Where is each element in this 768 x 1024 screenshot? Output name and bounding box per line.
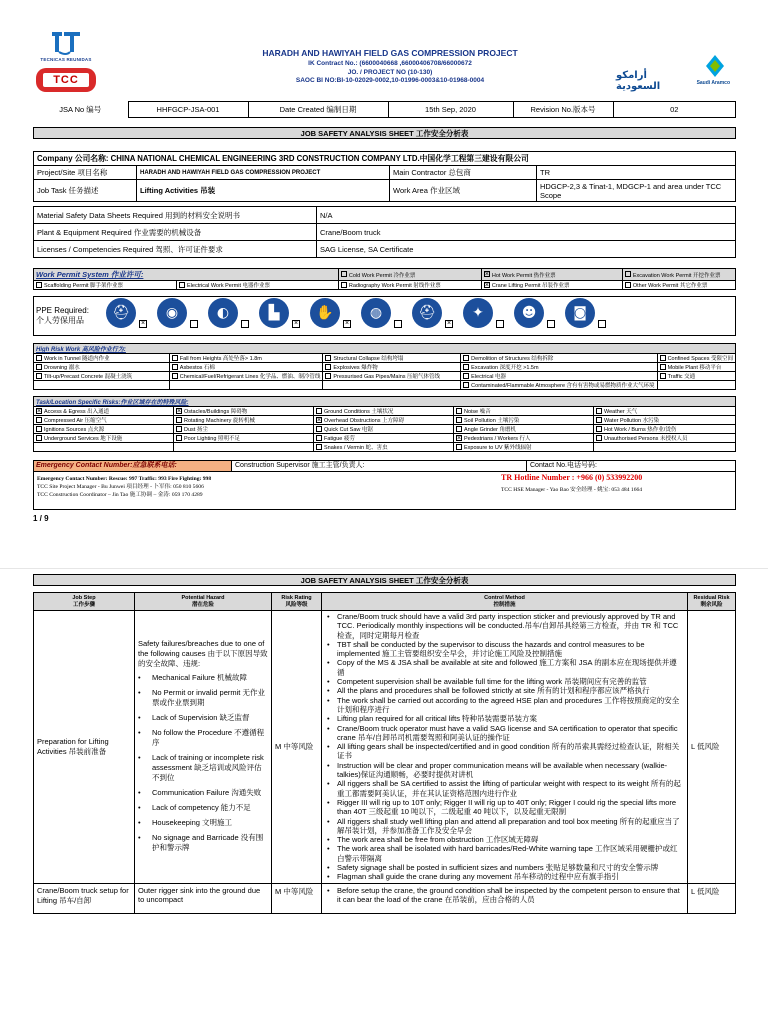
ppe-label bbox=[36, 306, 89, 326]
high-risk-item[interactable]: Contaminated/Flammable Atmosphere 含有有害物或易燃物质作业大气环境 bbox=[461, 381, 657, 390]
high-risk-item[interactable]: Asbestos 石棉 bbox=[169, 363, 323, 372]
hazard-intro: Safety failures/breaches due to one of the following causes 由于以下原因导致的安全故障、违规: bbox=[138, 639, 268, 668]
project-header bbox=[180, 48, 600, 86]
control-item: • Copy of the MS & JSA shall be available at site and followed 施工方案和 JSA 的副本应在现场提供并遵循 bbox=[325, 658, 684, 677]
work-area-value: HDGCP-2,3 & Tinat-1, MDGCP-1 and area under TCC Scope bbox=[537, 180, 736, 202]
work-permit-table bbox=[33, 268, 736, 290]
company-info-table bbox=[33, 151, 736, 202]
high-risk-checkbox[interactable] bbox=[660, 364, 666, 370]
control-item: • Instruction will be clear and proper communication means will be available when necessary (walkie-talkies)保证沟通顺畅，必要时提供对讲机 bbox=[325, 761, 684, 780]
task-risk-item[interactable]: Ground Conditions 土壤状况 bbox=[314, 407, 454, 416]
control-item: • TBT shall be conducted by the supervisor to discuss the hazards and control measures to be implemented 施工主管要组织安全早会，并讨论施工风险及控制措施 bbox=[325, 640, 684, 659]
saoc-bi-number: SAOC BI NO:BI-10-02029-0002,10-01996-0003&10-01968-0004 bbox=[295, 77, 485, 84]
hazard-cell: Outer rigger sink into the ground due to uncompact bbox=[135, 883, 272, 913]
ppe-item[interactable] bbox=[514, 298, 554, 332]
high-risk-item[interactable]: Demolition of Structures 结构拆除 bbox=[461, 354, 657, 363]
permit-hot-checkbox[interactable] bbox=[484, 271, 490, 277]
high-risk-checkbox[interactable] bbox=[325, 373, 331, 379]
control-item: • Flagman shall guide the crane during any movement 吊车移动的过程中应有旗手指引 bbox=[325, 872, 684, 881]
task-risk-item[interactable]: Unauthorised Persons 未授权人员 bbox=[594, 434, 736, 443]
task-risk-checkbox[interactable] bbox=[456, 444, 462, 450]
task-risk-checkbox[interactable] bbox=[176, 408, 182, 414]
ear-protection-icon: ◐ bbox=[208, 298, 238, 328]
ppe-checkbox[interactable] bbox=[394, 320, 402, 328]
high-risk-item bbox=[34, 381, 170, 390]
control-item: • The work area shall be isolated with hard barricades/Red-White warning tape 工作区域采用硬栅护或红白警示带隔离 bbox=[325, 844, 684, 863]
hazard-item: • Lack of Supervision 缺乏监督 bbox=[138, 713, 268, 723]
task-risk-checkbox[interactable] bbox=[176, 417, 182, 423]
task-risk-item[interactable]: Ignitions Sources 点火源 bbox=[34, 425, 174, 434]
emergency-numbers: Emergency Contact Number: Rescue: 997 Traffic: 993 Fire Fighting: 998 bbox=[37, 476, 212, 482]
permit-excavation-checkbox[interactable] bbox=[625, 271, 631, 277]
task-risk-item bbox=[174, 443, 314, 452]
jsa-info-row bbox=[33, 101, 736, 118]
high-risk-checkbox[interactable] bbox=[172, 364, 178, 370]
task-risk-item[interactable]: Hot Work / Burns 热作业/烫伤 bbox=[594, 425, 736, 434]
col-potential-hazard: Potential Hazard 潜在危险 bbox=[135, 593, 272, 611]
control-list bbox=[325, 612, 684, 882]
licenses-value: SAG License, SA Certificate bbox=[317, 241, 736, 258]
high-risk-checkbox[interactable] bbox=[172, 355, 178, 361]
high-risk-checkbox[interactable] bbox=[172, 373, 178, 379]
ppe-checkbox[interactable] bbox=[190, 320, 198, 328]
col-control-method: Control Method 控制措施 bbox=[322, 593, 688, 611]
task-risk-item bbox=[594, 443, 736, 452]
control-item: • Crane/Boom truck should have a valid 3rd party inspection sticker and previously approved by TR and TCC. Periodically monthly inspections will be conducted.吊车/自卸吊具经第三方检查，并由 TR 和 TCC 检查，同时定期每月检查 bbox=[325, 612, 684, 640]
task-risks-title: Task/Location Specific Risks:作业区域存在的特殊风险: bbox=[34, 397, 736, 407]
harness-icon: ✦ bbox=[463, 298, 493, 328]
high-risk-checkbox[interactable] bbox=[660, 373, 666, 379]
main-contractor-value: TR bbox=[537, 166, 736, 180]
ppe-checkbox[interactable] bbox=[496, 320, 504, 328]
task-risk-checkbox[interactable] bbox=[316, 417, 322, 423]
high-risk-item[interactable]: Chemical/Fuel/Refrigerant Lines 化学品、燃油、制冷管线 bbox=[169, 372, 323, 381]
face-shield-icon: ◍ bbox=[361, 298, 391, 328]
ppe-checkbox[interactable] bbox=[241, 320, 249, 328]
table-row bbox=[34, 611, 736, 884]
high-risk-checkbox[interactable] bbox=[325, 355, 331, 361]
respirator-icon: ☻ bbox=[514, 298, 544, 328]
permit-crane-lifting-checkbox[interactable] bbox=[484, 282, 490, 288]
high-risk-table bbox=[33, 343, 736, 390]
ppe-icon-list bbox=[106, 298, 616, 332]
high-risk-item[interactable]: Tilt-up/Precast Concrete 混凝土浇筑 bbox=[34, 372, 170, 381]
task-risk-item[interactable]: Noise 噪音 bbox=[454, 407, 594, 416]
hazard-item: • No signage and Barricade 没有围护和警示牌 bbox=[138, 833, 268, 853]
permit-radiography-checkbox[interactable] bbox=[341, 282, 347, 288]
col-job-step: Job Step 工作步骤 bbox=[34, 593, 135, 611]
tecnicas-reunidas-logo-icon bbox=[51, 30, 81, 56]
high-risk-item bbox=[657, 381, 735, 390]
high-risk-item[interactable]: Explosives 爆炸物 bbox=[323, 363, 461, 372]
hazard-item: • No Permit or invalid permit 无作业票或作业票到期 bbox=[138, 688, 268, 708]
task-risk-item[interactable]: Rotating Machinery 旋转机械 bbox=[174, 416, 314, 425]
task-risk-item[interactable]: Angle Grinder 角磨机 bbox=[454, 425, 594, 434]
aramco-english-name: Saudi Aramco bbox=[696, 80, 730, 86]
ppe-item[interactable] bbox=[565, 298, 605, 332]
control-item: • Competent supervision shall be available full time for the lifting work 吊装期间应有完善的监管 bbox=[325, 677, 684, 686]
ppe-item[interactable] bbox=[412, 298, 452, 332]
task-risk-checkbox[interactable] bbox=[456, 435, 462, 441]
gloves-icon: ✋ bbox=[310, 298, 340, 328]
requirements-table bbox=[33, 206, 736, 258]
control-item: • All the plans and procedures shall be followed strictly at site 所有的计划和程序都应该严格执行 bbox=[325, 686, 684, 695]
revision-value: 02 bbox=[613, 102, 736, 118]
high-risk-checkbox[interactable] bbox=[463, 382, 469, 388]
hazard-item: • Lack of training or incomplete risk assessment 缺乏培训或风险评估不到位 bbox=[138, 753, 268, 783]
coverall-icon: ⛑ bbox=[106, 298, 136, 328]
control-item: • Safety signage shall be posted in sufficient sizes and numbers 张贴足够数量和尺寸的安全警示牌 bbox=[325, 863, 684, 872]
msds-value: N/A bbox=[317, 207, 736, 224]
col-risk-rating: Risk Rating 风险等级 bbox=[272, 593, 322, 611]
hazard-item: • Mechanical Failure 机械故障 bbox=[138, 673, 268, 683]
high-risk-item[interactable]: Work in Tunnel 隧道内作业 bbox=[34, 354, 170, 363]
task-risk-item[interactable]: Compressed Air 压缩空气 bbox=[34, 416, 174, 425]
task-risk-checkbox[interactable] bbox=[596, 426, 602, 432]
welding-mask-icon: ◙ bbox=[565, 298, 595, 328]
permit-system-title: Work Permit System 作业许可: bbox=[34, 269, 339, 281]
permit-other[interactable]: Other Work Permit 其它作业票 bbox=[622, 281, 735, 290]
emergency-title: Emergency Contact Number:应急联系电话: bbox=[34, 461, 231, 471]
task-risk-item[interactable]: × Pedestrians / Workers 行人 bbox=[454, 434, 594, 443]
plant-equipment-label: Plant & Equipment Required 作业需要的机械设备 bbox=[34, 224, 317, 241]
task-risk-item[interactable]: Snakes / Vermin 蛇、害虫 bbox=[314, 443, 454, 452]
task-risk-checkbox[interactable] bbox=[316, 426, 322, 432]
job-step-cell: Crane/Boom truck setup for Lifting 吊车/自卸 bbox=[34, 883, 135, 913]
task-risk-item[interactable]: Poor Lighting 照明不足 bbox=[174, 434, 314, 443]
high-risk-item[interactable]: Electrical 电器 bbox=[461, 372, 657, 381]
task-risk-checkbox[interactable] bbox=[36, 408, 42, 414]
construction-coordinator: TCC Construction Coordinator – Jin Tao 施工协调 – 金涛: 059 170 4289 bbox=[37, 492, 203, 498]
task-risk-item[interactable]: Fatigue 疲劳 bbox=[314, 434, 454, 443]
high-risk-checkbox[interactable] bbox=[463, 364, 469, 370]
ppe-label-en: PPE Required: bbox=[36, 306, 89, 315]
risk-rating-cell: M 中等风险 bbox=[272, 883, 322, 913]
tecnicas-reunidas-brand: TECNICAS REUNIDAS bbox=[40, 57, 92, 62]
ppe-checkbox[interactable] bbox=[445, 320, 453, 328]
task-risk-item[interactable]: × Ostacles/Buildings 障碍物 bbox=[174, 407, 314, 416]
control-item: • Lifting plan required for all critical lifts 特种吊装需要吊装方案 bbox=[325, 714, 684, 723]
page2-sheet-title: JOB SAFETY ANALYSIS SHEET 工作安全分析表 bbox=[33, 574, 736, 586]
ppe-checkbox[interactable] bbox=[547, 320, 555, 328]
main-contractor-label: Main Contractor 总包商 bbox=[390, 166, 537, 180]
project-site-label: Project/Site 项目名称 bbox=[34, 166, 137, 180]
ppe-item[interactable] bbox=[259, 298, 299, 332]
permit-crane-lifting[interactable]: × Crane Lifting Permit 吊装作业票 bbox=[481, 281, 622, 290]
control-item: • Crane/Boom truck operator must have a valid SAG license and SA certification to operator that specific crane 吊车/自卸吊司机需要驾照和阿美认证的操作证 bbox=[325, 724, 684, 743]
task-risk-item[interactable]: Quick Cut Saw 电锯 bbox=[314, 425, 454, 434]
control-item: • The work shall be carried out according to the agreed HSE plan and procedures 工作将按照商定的安全计划和程序进行 bbox=[325, 696, 684, 715]
ppe-checkbox[interactable] bbox=[598, 320, 606, 328]
ppe-label-zh: 个人劳保用品 bbox=[36, 316, 84, 325]
high-risk-item[interactable]: Fall from Heights 高处坠落> 1.8m bbox=[169, 354, 323, 363]
task-risk-item[interactable]: Exposure to UV 紫外线辐射 bbox=[454, 443, 594, 452]
task-risk-checkbox[interactable] bbox=[176, 426, 182, 432]
ppe-item[interactable] bbox=[208, 298, 248, 332]
task-risk-checkbox[interactable] bbox=[36, 426, 42, 432]
permit-radiography[interactable]: Radiography Work Permit 射线作业票 bbox=[338, 281, 481, 290]
plant-equipment-value: Crane/Boom truck bbox=[317, 224, 736, 241]
ppe-item[interactable] bbox=[106, 298, 146, 332]
task-risk-checkbox[interactable] bbox=[596, 417, 602, 423]
jsa-no-value: HHFGCP-JSA-001 bbox=[128, 102, 248, 118]
high-risk-item bbox=[323, 381, 461, 390]
permit-excavation[interactable]: Excavation Work Permit 开挖作业票 bbox=[622, 269, 735, 281]
task-risk-checkbox[interactable] bbox=[176, 435, 182, 441]
tcc-logo-text: TCC bbox=[43, 73, 89, 87]
task-risk-checkbox[interactable] bbox=[596, 408, 602, 414]
project-title: HARADH AND HAWIYAH FIELD GAS COMPRESSION PROJECT bbox=[262, 48, 518, 58]
jsa-sheet-title: JOB SAFETY ANALYSIS SHEET 工作安全分析表 bbox=[33, 127, 736, 139]
date-created-value: 15th Sep, 2020 bbox=[388, 102, 513, 118]
work-area-label: Work Area 作业区域 bbox=[390, 180, 537, 202]
task-risk-checkbox[interactable] bbox=[316, 408, 322, 414]
ppe-checkbox[interactable] bbox=[139, 320, 147, 328]
ppe-item[interactable] bbox=[310, 298, 350, 332]
tcc-logo bbox=[36, 68, 96, 92]
emergency-section bbox=[33, 460, 736, 510]
date-created-label: Date Created 编制日期 bbox=[248, 102, 388, 118]
high-risk-checkbox[interactable] bbox=[463, 373, 469, 379]
task-risk-item[interactable]: ×Access & Egress 出入通道 bbox=[34, 407, 174, 416]
hard-hat-icon: ⛑ bbox=[412, 298, 442, 328]
control-item: • All riggers shall study well lifting plan and attend all preparation and tool box meeting 所有的起重应当了解吊装计划，并参加准备工作及安全早会 bbox=[325, 817, 684, 836]
job-step-cell: Preparation for Lifting Activities 吊装前准备 bbox=[34, 611, 135, 884]
high-risk-item[interactable]: Drowning 溺水 bbox=[34, 363, 170, 372]
ppe-checkbox[interactable] bbox=[343, 320, 351, 328]
supervisor-label: Construction Supervisor 施工主管/负责人: bbox=[231, 461, 365, 471]
control-cell bbox=[322, 611, 688, 884]
task-risk-checkbox[interactable] bbox=[316, 444, 322, 450]
task-risk-checkbox[interactable] bbox=[456, 408, 462, 414]
high-risk-checkbox[interactable] bbox=[36, 373, 42, 379]
task-risks-table bbox=[33, 396, 736, 452]
job-task-value: Lifting Activities 吊装 bbox=[137, 180, 390, 202]
high-risk-checkbox[interactable] bbox=[463, 355, 469, 361]
task-risk-item[interactable]: Weather 天气 bbox=[594, 407, 736, 416]
task-risk-item[interactable]: Water Pollution 水污染 bbox=[594, 416, 736, 425]
task-risk-checkbox[interactable] bbox=[36, 435, 42, 441]
residual-risk-cell: L 低风险 bbox=[688, 611, 736, 884]
aramco-arabic-name: أرامكو السعودية bbox=[616, 70, 661, 92]
high-risk-item[interactable]: Mobile Plant 移动平台 bbox=[657, 363, 735, 372]
hazard-item: • Communication Failure 沟通失败 bbox=[138, 788, 268, 798]
task-risk-item[interactable]: Dust 扬尘 bbox=[174, 425, 314, 434]
page-number: 1 / 9 bbox=[33, 514, 49, 523]
permit-cold-checkbox[interactable] bbox=[341, 271, 347, 277]
hazard-cell bbox=[135, 611, 272, 884]
company-name: Company 公司名称: CHINA NATIONAL CHEMICAL ENGINEERING 3RD CONSTRUCTION COMPANY LTD.中国化学工程第三建设有限公司 bbox=[34, 152, 736, 166]
control-item: • Rigger III will rig up to 10T only; Rigger II will rig up to 40T only; Rigger I could rig the special lifts more than 40T 三级起重 10 吨以下，二级起重 40 吨以下，以及起重无限制 bbox=[325, 798, 684, 817]
ik-contract: IK Contract No.: (6600040668 ,66000406708/66000672 bbox=[308, 60, 472, 67]
permit-scaffolding[interactable]: Scaffolding Permit 脚手架作业票 bbox=[34, 281, 177, 290]
project-site-value: HARADH AND HAWIYAH FIELD GAS COMPRESSION PROJECT bbox=[137, 166, 390, 180]
high-risk-item[interactable]: Structural Collapse 结构垮塌 bbox=[323, 354, 461, 363]
aramco-symbol-icon bbox=[702, 54, 728, 78]
control-method-table bbox=[33, 592, 736, 914]
permit-electrical-checkbox[interactable] bbox=[179, 282, 185, 288]
revision-label: Revision No.版本号 bbox=[513, 102, 613, 118]
residual-risk-cell: L 低风险 bbox=[688, 883, 736, 913]
risk-rating-cell: M 中等风险 bbox=[272, 611, 322, 884]
high-risk-checkbox[interactable] bbox=[36, 355, 42, 361]
control-item: • Before setup the crane, the ground condition shall be inspected by the competent person to ensure that it can bear the load of the crane 在吊装前，应由合格的人员 bbox=[325, 886, 684, 905]
high-risk-checkbox[interactable] bbox=[660, 355, 666, 361]
control-cell bbox=[322, 883, 688, 913]
msds-label: Material Safety Data Sheets Required 用到的材料安全说明书 bbox=[34, 207, 317, 224]
safety-boots-icon: ▙ bbox=[259, 298, 289, 328]
task-risk-item[interactable]: × Overhead Obstructions 上方障碍 bbox=[314, 416, 454, 425]
hazard-item: • No follow the Procedure 不遵循程序 bbox=[138, 728, 268, 748]
emergency-lines bbox=[37, 475, 211, 499]
job-task-label: Job Task 任务描述 bbox=[34, 180, 137, 202]
task-risk-item[interactable]: Underground Services 地下设施 bbox=[34, 434, 174, 443]
saudi-aramco-logo bbox=[616, 52, 736, 92]
hazard-item: • Lack of competency 能力不足 bbox=[138, 803, 268, 813]
ppe-item[interactable] bbox=[361, 298, 401, 332]
tr-hotline: TR Hotline Number : +966 (0) 533992200 bbox=[501, 473, 643, 482]
high-risk-item[interactable]: Excavation 深度开挖 >1.5m bbox=[461, 363, 657, 372]
high-risk-checkbox[interactable] bbox=[325, 364, 331, 370]
task-risk-checkbox[interactable] bbox=[456, 417, 462, 423]
ppe-checkbox[interactable] bbox=[292, 320, 300, 328]
task-risk-item bbox=[34, 443, 174, 452]
task-risk-checkbox[interactable] bbox=[36, 417, 42, 423]
task-risk-checkbox[interactable] bbox=[456, 426, 462, 432]
permit-cold[interactable]: Cold Work Permit 冷作业票 bbox=[338, 269, 481, 281]
emergency-header-row bbox=[34, 461, 735, 472]
hazard-list bbox=[138, 673, 268, 853]
licenses-label: Licenses / Competencies Required 驾照、许可证件要求 bbox=[34, 241, 317, 258]
site-project-manager: TCC Site Project Manager - Bu Junwei 项目经理 - 卜军伟: 050 810 5606 bbox=[37, 484, 204, 490]
hazard-item: • Housekeeping 文明施工 bbox=[138, 818, 268, 828]
ppe-item[interactable] bbox=[157, 298, 197, 332]
company-logos bbox=[28, 30, 104, 104]
goggles-icon: ◉ bbox=[157, 298, 187, 328]
task-risk-checkbox[interactable] bbox=[596, 435, 602, 441]
high-risk-item[interactable]: Confined Spaces 受限空间 bbox=[657, 354, 735, 363]
hse-manager: TCC HSE Manager - Yao Bao 安全经理 - 姚宝: 053 484 1664 bbox=[501, 487, 643, 493]
high-risk-item bbox=[169, 381, 323, 390]
col-residual-risk: Residual Risk 剩余风险 bbox=[688, 593, 736, 611]
high-risk-item[interactable]: Traffic 交通 bbox=[657, 372, 735, 381]
task-risk-checkbox[interactable] bbox=[316, 435, 322, 441]
high-risk-title: High Risk Work 高风险作业行为: bbox=[34, 344, 736, 354]
permit-electrical[interactable]: Electrical Work Permit 电器作业票 bbox=[177, 281, 339, 290]
high-risk-item[interactable]: Pressurised Gas Pipes/Mains 压缩气体管线 bbox=[323, 372, 461, 381]
contact-label: Contact No.电话号码: bbox=[526, 461, 597, 471]
control-item: • The work area shall be free from obstruction 工作区域无障碍 bbox=[325, 835, 684, 844]
permit-other-checkbox[interactable] bbox=[625, 282, 631, 288]
high-risk-checkbox[interactable] bbox=[36, 364, 42, 370]
permit-hot[interactable]: × Hot Work Permit 热作业票 bbox=[481, 269, 622, 281]
control-item: • All lifting gears shall be inspected/certified and in good condition 所有的吊索具需经过检查认证，附相关证书 bbox=[325, 742, 684, 761]
jsa-no-label: JSA No 编号 bbox=[33, 102, 128, 118]
table-row bbox=[34, 883, 736, 913]
ppe-item[interactable] bbox=[463, 298, 503, 332]
task-risk-item[interactable]: Soil Pollution 土壤污染 bbox=[454, 416, 594, 425]
jo-project-number: JO. / PROJECT NO (10-130) bbox=[347, 68, 433, 76]
control-item: • All riggers shall be SA certified to assist the lifting of particular weight with respect to its weight 所有的起重工都需要阿美认证，并在其认证资格范围内进行作业 bbox=[325, 779, 684, 798]
permit-scaffolding-checkbox[interactable] bbox=[36, 282, 42, 288]
